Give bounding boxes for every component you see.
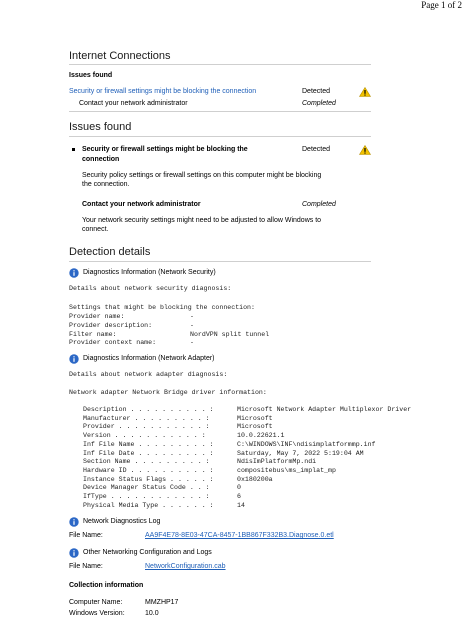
security-row-label: Provider context name: (69, 339, 157, 347)
security-row-value: - (190, 313, 194, 320)
adapter-row-value: 0x180200a (237, 475, 273, 483)
adapter-row-label: Physical Media Type . . . . . . : (83, 501, 214, 509)
adapter-row-value: C:\WINDOWS\INF\ndisimplatformmp.inf (237, 440, 376, 448)
security-row-value: NordVPN split tunnel (190, 330, 270, 338)
driver-line: Network adapter Network Bridge driver information: (69, 389, 267, 396)
other-config-file-link[interactable]: NetworkConfiguration.cab (145, 563, 226, 570)
adapter-row-label: IfType . . . . . . . . . . . . : (83, 493, 210, 500)
adapter-row-value: 0 (237, 484, 241, 492)
network-adapter-intro: Details about network adapter diagnosis: (69, 371, 228, 378)
network-adapter-heading: Diagnostics Information (Network Adapter) (83, 355, 215, 362)
adapter-row-value: Microsoft Network Adapter Multiplexor Driver (237, 406, 412, 413)
security-row-value: - (190, 339, 194, 347)
security-row-label: Provider description: (69, 321, 153, 329)
issue-link[interactable]: Security or firewall settings might be blocking the connection (69, 88, 257, 95)
bullet (72, 148, 75, 151)
settings-line: Settings that might be blocking the connection: (69, 304, 255, 311)
adapter-row-label: Inf File Date . . . . . . . . . : (83, 449, 214, 457)
adapter-row-value: 10.0.22621.1 (237, 432, 285, 440)
fix-label: Contact your network administrator (79, 100, 188, 107)
network-security-heading: Diagnostics Information (Network Security) (83, 269, 216, 276)
issue-desc-line2: the connection. (82, 181, 130, 188)
page-number: Page 1 of 2 (421, 0, 462, 10)
divider (69, 136, 371, 137)
issue-desc-line1: Security policy settings or firewall settings on this computer might be blocking (82, 172, 322, 179)
info-icon (69, 548, 79, 558)
fix-desc-line1: Your network security settings might need to be adjusted to allow Windows to (82, 217, 322, 224)
adapter-row-value: 6 (237, 493, 241, 500)
windows-version-value: 10.0 (145, 610, 159, 617)
fix-status: Completed (302, 201, 336, 208)
other-config-file-label: File Name: (69, 563, 103, 570)
collection-info-title: Collection information (69, 582, 144, 589)
issues-found-label: Issues found (69, 72, 113, 79)
internet-connections-title: Internet Connections (69, 50, 171, 62)
adapter-row-value: compositebus\ms_implat_mp (237, 466, 336, 474)
fix-title: Contact your network administrator (82, 201, 201, 208)
divider (69, 261, 371, 262)
adapter-row-value: Microsoft (237, 423, 273, 431)
diag-log-file-label: File Name: (69, 532, 103, 539)
security-row-value: - (190, 321, 194, 329)
windows-version-label: Windows Version: (69, 610, 125, 617)
computer-name-label: Computer Name: (69, 599, 123, 606)
adapter-row-value: Microsoft (237, 414, 273, 422)
issue-title-line1: Security or firewall settings might be blocking the (82, 146, 248, 153)
network-security-intro: Details about network security diagnosis: (69, 285, 232, 292)
info-icon (69, 517, 79, 527)
adapter-row-value: NdisImPlatformMp.ndi (237, 458, 317, 466)
adapter-row-label: Instance Status Flags . . . . . : (83, 475, 214, 483)
issue-status: Detected (302, 88, 331, 95)
issue-status: Detected (302, 146, 331, 153)
fix-desc-line2: connect. (82, 226, 109, 233)
warning-icon (359, 87, 371, 97)
other-config-heading: Other Networking Configuration and Logs (83, 549, 212, 556)
adapter-row-label: Inf File Name . . . . . . . . . : (83, 440, 214, 448)
adapter-row-label: Manufacturer . . . . . . . . . : (83, 414, 210, 422)
adapter-row-label: Description . . . . . . . . . . : (83, 406, 214, 413)
warning-icon (359, 145, 371, 155)
adapter-row-label: Hardware ID . . . . . . . . . . : (83, 466, 214, 474)
adapter-row-value: 14 (237, 501, 245, 509)
issues-found-title: Issues found (69, 121, 132, 133)
diag-log-file-link[interactable]: AA9F4E78-8E03-47CA-8457-1BB867F332B3.Diagnose.0.etl (145, 532, 334, 539)
detection-details-title: Detection details (69, 246, 151, 258)
divider (69, 64, 371, 65)
security-row-label: Provider name: (69, 313, 125, 320)
adapter-row-value: Saturday, May 7, 2022 5:19:04 AM (237, 449, 364, 457)
adapter-row-label: Section Name . . . . . . . . . : (83, 458, 210, 466)
info-icon (69, 354, 79, 364)
adapter-row-label: Device Manager Status Code . . : (83, 484, 210, 492)
adapter-row-label: Version . . . . . . . . . . . : (83, 432, 206, 440)
info-icon (69, 268, 79, 278)
fix-status: Completed (302, 100, 336, 107)
divider (69, 111, 371, 112)
adapter-row-label: Provider . . . . . . . . . . . : (83, 423, 210, 431)
security-row-label: Filter name: (69, 330, 117, 338)
diag-log-heading: Network Diagnostics Log (83, 518, 161, 525)
issue-title-line2: connection (82, 156, 120, 163)
computer-name-value: MMZHP17 (145, 599, 179, 606)
